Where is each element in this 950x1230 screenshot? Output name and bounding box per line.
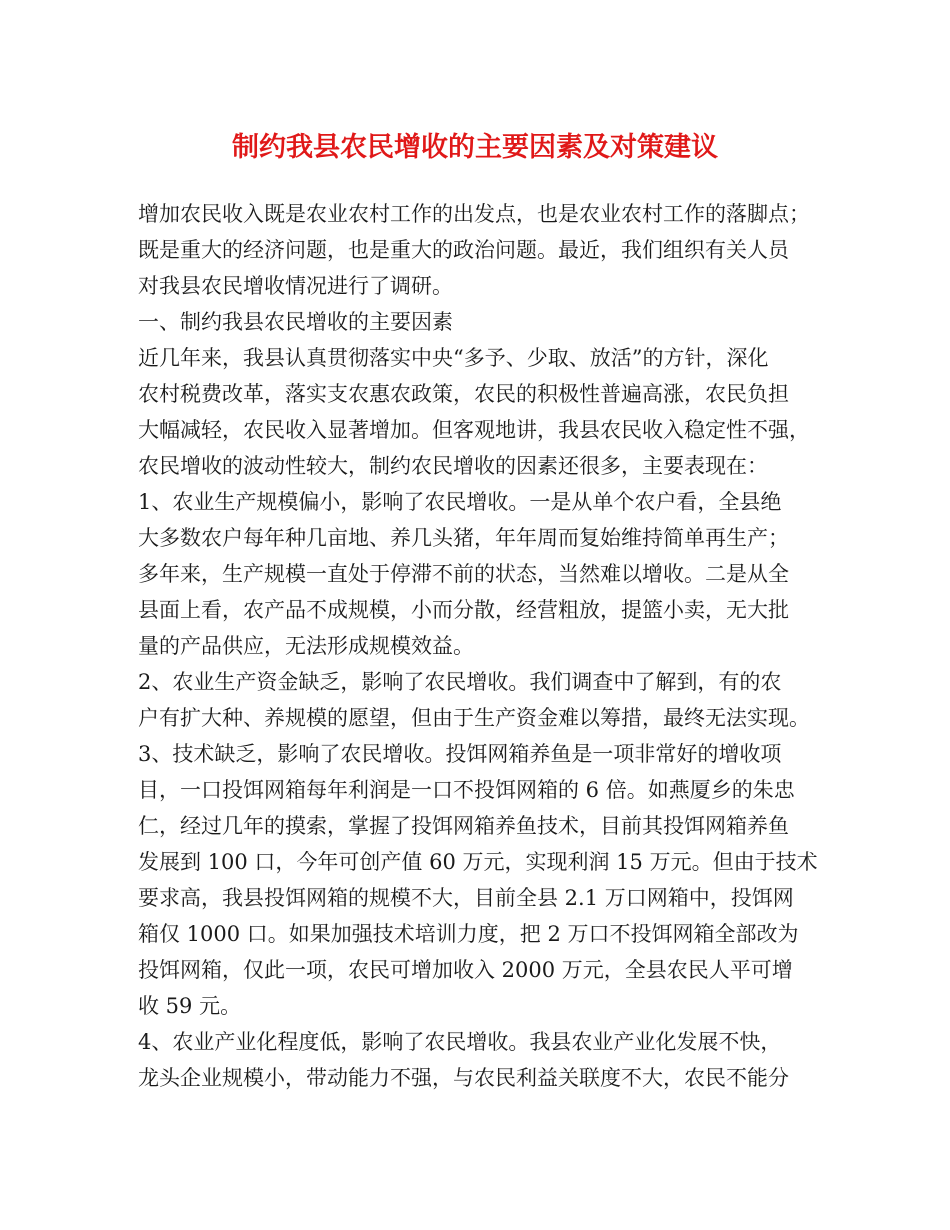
body-text-line: 3、技术缺乏，影响了农民增收。投饵网箱养鱼是一项非常好的增收项 — [138, 742, 782, 766]
body-text-line: 2、农业生产资金缺乏，影响了农民增收。我们调查中了解到，有的农 — [138, 670, 782, 694]
body-text-line: 收 59 元。 — [138, 994, 242, 1018]
body-text-line: 箱仅 1000 口。如果加强技术培训力度，把 2 万口不投饵网箱全部改为 — [138, 922, 799, 946]
body-text-line: 要求高，我县投饵网箱的规模不大，目前全县 2.1 万口网箱中，投饵网 — [138, 886, 794, 910]
body-text-line: 对我县农民增收情况进行了调研。 — [138, 274, 453, 298]
document-body — [138, 196, 818, 1096]
body-text-line: 户有扩大种、养规模的愿望，但由于生产资金难以筹措，最终无法实现。 — [138, 706, 810, 730]
body-text-line: 投饵网箱，仅此一项，农民可增加收入 2000 万元，全县农民人平可增 — [138, 958, 793, 982]
body-text-line: 增加农民收入既是农业农村工作的出发点，也是农业农村工作的落脚点； — [138, 202, 810, 226]
body-text-line: 大多数农户每年种几亩地、养几头猪，年年周而复始维持简单再生产； — [138, 526, 789, 550]
body-text-line: 量的产品供应，无法形成规模效益。 — [138, 634, 474, 658]
document-title: 制约我县农民增收的主要因素及对策建议 — [232, 132, 718, 163]
body-text-line: 发展到 100 口，今年可创产值 60 万元，实现利润 15 万元。但由于技术 — [138, 850, 818, 874]
body-text-line: 4、农业产业化程度低，影响了农民增收。我县农业产业化发展不快， — [138, 1030, 782, 1054]
body-text-line: 农民增收的波动性较大，制约农民增收的因素还很多，主要表现在： — [138, 454, 768, 478]
body-text-line: 既是重大的经济问题，也是重大的政治问题。最近，我们组织有关人员 — [138, 238, 789, 262]
body-text-line: 仁，经过几年的摸索，掌握了投饵网箱养鱼技术，目前其投饵网箱养鱼 — [138, 814, 789, 838]
body-text-line: 龙头企业规模小，带动能力不强，与农民利益关联度不大，农民不能分 — [138, 1066, 789, 1090]
body-text-line: 多年来，生产规模一直处于停滞不前的状态，当然难以增收。二是从全 — [138, 562, 789, 586]
body-text-line: 一、制约我县农民增收的主要因素 — [138, 310, 453, 334]
body-text-line: 县面上看，农产品不成规模，小而分散，经营粗放，提篮小卖，无大批 — [138, 598, 789, 622]
body-text-line: 农村税费改革，落实支农惠农政策，农民的积极性普遍高涨，农民负担 — [138, 382, 789, 406]
body-text-line: 目，一口投饵网箱每年利润是一口不投饵网箱的 6 倍。如燕厦乡的朱忠 — [138, 778, 795, 802]
body-text-line: 近几年来，我县认真贯彻落实中央“多予、少取、放活”的方针，深化 — [138, 346, 769, 370]
body-text-line: 大幅减轻，农民收入显著增加。但客观地讲，我县农民收入稳定性不强， — [138, 418, 810, 442]
body-text-line: 1、农业生产规模偏小，影响了农民增收。一是从单个农户看，全县绝 — [138, 490, 782, 514]
